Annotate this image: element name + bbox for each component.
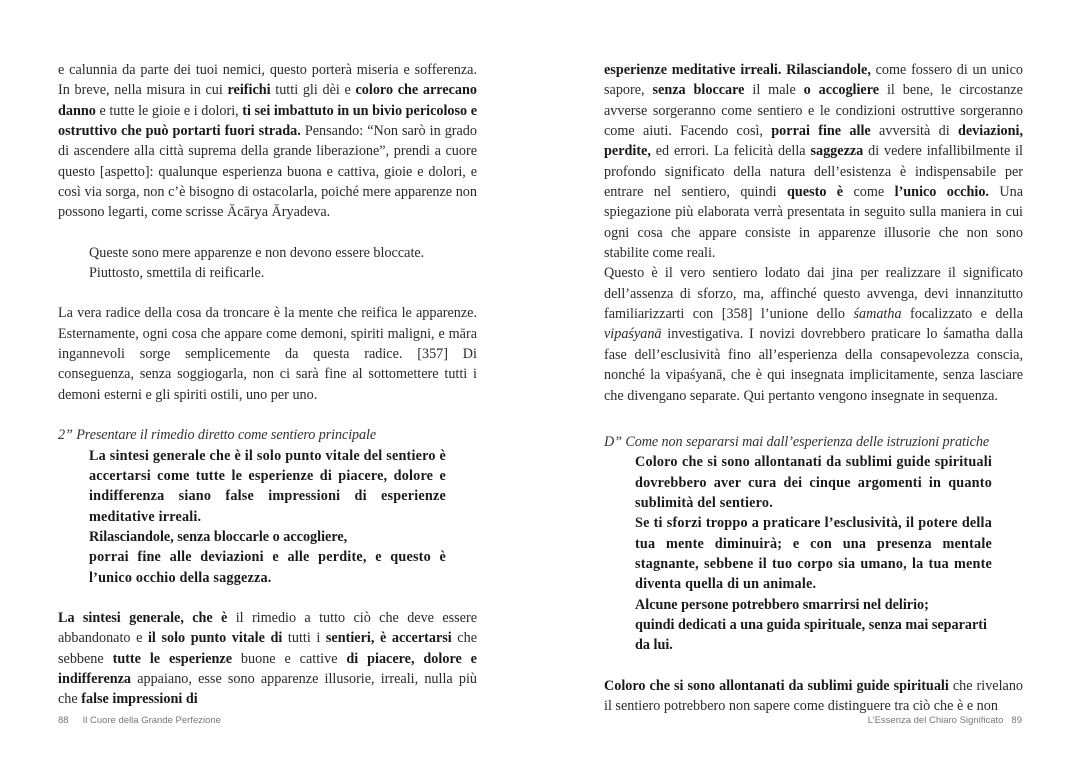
text-run: tutti i: [282, 630, 326, 647]
bold-run: saggezza: [810, 143, 864, 160]
verse-line: Alcune persone potrebbero smarrirsi nel delirio;: [635, 596, 929, 613]
bold-run: il solo punto vitale di: [147, 630, 283, 647]
bold-run: reifichi: [227, 82, 271, 99]
text-run: tutti gli dèi e: [270, 82, 356, 99]
paragraph: [604, 676, 1023, 717]
paragraph: [58, 60, 477, 223]
text-run: buone e cattive: [232, 650, 347, 667]
bold-run: La sintesi generale, che è: [58, 609, 228, 626]
right-text-column: [604, 60, 1023, 716]
verse-line: Queste sono mere apparenze e non devono essere bloccate.: [89, 244, 425, 261]
verse-line: Piuttosto, smettila di reificarle.: [89, 265, 265, 282]
bold-run: di piacere, dolore e indifferenza: [58, 650, 477, 687]
bold-run: o accogliere: [803, 82, 880, 99]
verse-line: Rilasciandole, senza bloccarle o accogliere,: [89, 528, 348, 545]
section-heading: 2” Presentare il rimedio diretto come sentiero principale: [58, 427, 377, 444]
italic-run: śamatha: [853, 306, 902, 323]
bold-run: questo è: [787, 184, 844, 201]
page-number: 89: [1011, 715, 1022, 726]
text-run: che sebbene: [58, 630, 477, 667]
paragraph: [58, 608, 477, 710]
page-number: 88: [58, 715, 69, 726]
verse-line: quindi dedicati a una guida spirituale, senza mai separarti da lui.: [635, 616, 987, 654]
spacer: [58, 283, 477, 303]
text-run: il male: [744, 82, 804, 99]
text-run: focalizzato e della: [901, 306, 1024, 323]
spacer: [604, 406, 1023, 426]
text-run: come: [843, 184, 895, 201]
quoted-verse: [58, 243, 477, 284]
text-run: che rivelano il sentiero potrebbero non sapere come distinguere tra ciò che è e non: [604, 677, 1024, 714]
page-footer: [58, 715, 221, 726]
text-run: Una spiegazione più elaborata verrà presentata in seguito sulla maniera in cui ogni cosa che appare consiste in apparenze illusorie che non sono stabilite come reali.: [604, 184, 1023, 262]
paragraph: [604, 263, 1023, 405]
bold-run: ti sei imbattuto in un bivio pericoloso e ostruttivo che può portarti fuori strada.: [58, 102, 477, 140]
spacer: [58, 405, 477, 425]
root-verse: [604, 452, 1023, 655]
bold-run: l’unico occhio.: [894, 184, 989, 201]
text-run: ed errori. La felicità della: [650, 143, 811, 160]
bold-run: deviazioni, perdite,: [604, 123, 1023, 160]
bold-run: tutte le esperienze: [112, 650, 233, 667]
text-run: e calunnia da parte dei tuoi nemici, questo porterà miseria e sofferenza. In breve, nella misura in cui: [58, 62, 477, 99]
text-run: appaiano, esse sono apparenze illusorie, irreali, nulla più che: [58, 670, 477, 708]
running-title: Il Cuore della Grande Perfezione: [82, 715, 221, 726]
paragraph: La vera radice della cosa da troncare è la mente che reifica le apparenze. Esternamente, ogni cosa che appare come demoni, spiriti maligni, e māra ingannevoli sorge semplicemente da questa radice. [357] Di conseguenza, senza soggiogarla, non ci sarà fine al sottomettere tutti i demoni esterni e gli spiriti ostili, uno per uno.: [58, 305, 477, 403]
bold-run: senza bloccare: [652, 82, 745, 99]
spacer: [604, 656, 1023, 676]
text-run: e tutte le gioie e i dolori,: [95, 102, 243, 119]
bold-run: porrai fine alle: [771, 123, 871, 140]
text-run: Questo è il vero sentiero lodato dai jina per realizzare il significato dell’assenza di sforzo, ma, affinché questo avvenga, devi innanzitutto familiarizzarti con [358] l’unione dello: [604, 265, 1023, 323]
text-run: il rimedio a tutto ciò che deve essere abbandonato e: [58, 609, 477, 647]
bold-run: false impressioni di: [81, 691, 198, 708]
bold-run: coloro che arrecano danno: [58, 82, 477, 119]
verse-line: La sintesi generale che è il solo punto vitale del sentiero è accertarsi come tutte le esperienze di piacere, dolore e indifferenza siano false impressioni di esperienze meditative irreali.: [89, 447, 446, 525]
text-run: il bene, le circostanze avverse sorgeranno come sentiero e le condizioni ostruttive sorgeranno come aiuti. Facendo così,: [604, 82, 1023, 140]
text-run: di vedere infallibilmente il profondo significato della natura dell’esistenza è indispensabile per entrare nel sentiero, quindi: [604, 143, 1023, 201]
text-run: investigativa. I novizi dovrebbero praticare lo śamatha dalla fase dell’esclusività fino all’esperienza della consapevolezza conscia, nonché la vipaśyanā, che è qui insegnata implicitamente, senza lasciare che divengano separate. Qui pertanto vengono insegnate in sequenza.: [604, 326, 1023, 404]
verse-line: Se ti sforzi troppo a praticare l’esclusività, il potere della tua mente diminuirà; e con una presenza mentale stagnante, sebbene il tuo corpo sia umano, la tua mente diventa quella di un animale.: [635, 515, 992, 593]
spacer: [58, 588, 477, 608]
paragraph: [604, 60, 1023, 263]
spacer: [58, 223, 477, 243]
left-text-column: [58, 60, 477, 710]
verse-line: Coloro che si sono allontanati da sublimi guide spirituali dovrebbero aver cura dei cinque argomenti in quanto sublimità del sentiero.: [635, 454, 992, 511]
section-heading: D” Come non separarsi mai dall’esperienza delle istruzioni pratiche: [604, 433, 990, 450]
text-run: Pensando: “Non sarò in grado di ascendere alla città suprema della grande liberazione”, prendi a cuore questo [aspetto]: qualunque esperienza buona e cattiva, gioie e dolori, e così via sorga, non c’è bisogno di ostacolarla, poiché mere apparenze non possono legarti, come scrisse Ācārya Āryadeva.: [58, 123, 477, 221]
verse-line: porrai fine alle deviazioni e alle perdite, e questo è l’unico occhio della saggezza.: [89, 549, 446, 586]
page-footer: [868, 715, 1022, 726]
bold-run: sentieri, è accertarsi: [325, 630, 452, 647]
italic-run: vipaśyanā: [604, 326, 662, 343]
bold-run: Coloro che si sono allontanati da sublimi guide spirituali: [604, 677, 949, 694]
bold-run: esperienze meditative irreali. Rilasciandole,: [604, 62, 871, 78]
right-page: [540, 0, 1080, 762]
root-verse: [58, 446, 477, 588]
text-run: avversità di: [870, 123, 958, 140]
text-run: come fossero di un unico sapore,: [604, 62, 1023, 99]
running-title: L’Essenza del Chiaro Significato: [867, 715, 1004, 726]
